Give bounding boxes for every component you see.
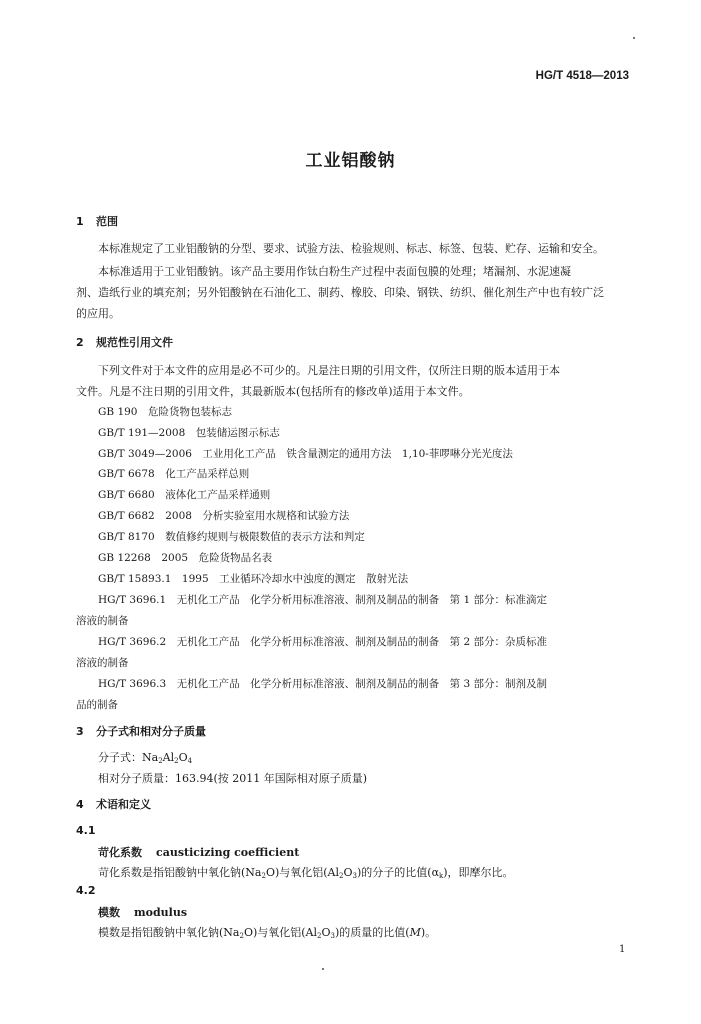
document-title: 工业铝酸钠 <box>305 151 396 171</box>
term-definition <box>98 864 514 880</box>
definition-subscript: k <box>439 872 444 880</box>
subsection-number: 4.2 <box>76 884 96 897</box>
term-entry <box>98 844 299 860</box>
definition-text: 模数是指铝酸钠中氧化钠(Na <box>98 926 240 939</box>
molecular-formula <box>98 749 192 765</box>
section-number: 2 <box>76 336 84 349</box>
section-4-heading <box>76 796 151 812</box>
definition-subscript: 2 <box>339 872 344 880</box>
section-title: 规范性引用文件 <box>96 336 173 349</box>
reference-item: HG/T 3696.1 无机化工产品 化学分析用标准溶液、制剂及制品的制备 第 1 部分：标准滴定 <box>98 594 548 606</box>
section-number: 3 <box>76 725 84 738</box>
paragraph-line: 剂、造纸行业的填充剂；另外铝酸钠在石油化工、制药、橡胶、印染、钢铁、纺织、催化剂生产中也有较广泛 <box>76 286 604 299</box>
section-1-heading <box>76 213 118 229</box>
definition-symbol: M <box>409 926 421 939</box>
reference-item: HG/T 3696.2 无机化工产品 化学分析用标准溶液、制剂及制品的制备 第 2 部分：杂质标准 <box>98 636 548 648</box>
scan-speck <box>322 968 324 970</box>
formula-element: Al <box>162 751 175 764</box>
formula-label: 分子式： <box>98 751 142 764</box>
term-chinese: 模数 <box>98 906 120 919</box>
reference-item: GB/T 15893.1 1995 工业循环冷却水中浊度的测定 散射光法 <box>98 573 409 585</box>
reference-item: GB/T 191—2008 包装储运图示标志 <box>98 427 280 439</box>
definition-text: O)与氧化铝(Al <box>243 926 318 939</box>
reference-item: GB/T 6678 化工产品采样总则 <box>98 468 250 480</box>
term-english: causticizing coefficient <box>156 846 300 859</box>
definition-text: )的分子的比值(α <box>357 866 440 879</box>
term-chinese: 苛化系数 <box>98 846 142 859</box>
definition-text: )，即摩尔比。 <box>443 866 514 879</box>
definition-text: 苛化系数是指铝酸钠中氧化钠(Na <box>98 866 262 879</box>
molecular-mass: 相对分子质量：163.94(按 2011 年国际相对原子质量) <box>98 772 368 785</box>
reference-item: HG/T 3696.3 无机化工产品 化学分析用标准溶液、制剂及制品的制备 第 3 部分：制剂及制 <box>98 678 548 690</box>
term-definition <box>98 924 436 940</box>
definition-subscript: 3 <box>352 872 357 880</box>
formula-element: Na <box>142 751 159 764</box>
scan-speck <box>633 37 635 39</box>
reference-item: GB/T 8170 数值修约规则与极限数值的表示方法和判定 <box>98 531 365 543</box>
reference-item: GB/T 3049—2006 工业用化工产品 铁含量测定的通用方法 1,10-菲啰啉分光光度法 <box>98 448 513 460</box>
paragraph-line: 的应用。 <box>76 307 120 320</box>
section-3-heading <box>76 723 206 739</box>
section-title: 术语和定义 <box>96 798 151 811</box>
reference-item-continued: 溶液的制备 <box>76 615 129 627</box>
definition-subscript: 2 <box>261 872 266 880</box>
definition-text: O <box>343 866 353 879</box>
section-title: 范围 <box>96 215 118 228</box>
formula-subscript: 2 <box>158 757 163 765</box>
definition-subscript: 2 <box>317 932 322 940</box>
section-number: 1 <box>76 215 84 228</box>
paragraph-line: 本标准规定了工业铝酸钠的分型、要求、试验方法、检验规则、标志、标签、包装、贮存、运输和安全。 <box>98 242 604 255</box>
formula-element: O <box>178 751 188 764</box>
page-number: 1 <box>619 944 626 955</box>
term-english: modulus <box>134 906 188 919</box>
definition-subscript: 2 <box>239 932 244 940</box>
reference-item: GB/T 6680 液体化工产品采样通则 <box>98 489 271 501</box>
standard-number: HG/T 4518—2013 <box>535 70 629 82</box>
definition-text: O <box>321 926 331 939</box>
definition-text: )。 <box>420 926 437 939</box>
definition-subscript: 3 <box>330 932 335 940</box>
subsection-number: 4.1 <box>76 824 96 837</box>
reference-item-continued: 溶液的制备 <box>76 657 129 669</box>
section-2-heading <box>76 334 173 350</box>
term-entry <box>98 904 187 920</box>
definition-text: O)与氧化铝(Al <box>265 866 340 879</box>
definition-text: )的质量的比值( <box>335 926 410 939</box>
paragraph-line: 文件。凡是不注日期的引用文件，其最新版本(包括所有的修改单)适用于本文件。 <box>76 385 470 398</box>
section-number: 4 <box>76 798 84 811</box>
reference-item: GB/T 6682 2008 分析实验室用水规格和试验方法 <box>98 510 350 522</box>
paragraph-line: 下列文件对于本文件的应用是必不可少的。凡是注日期的引用文件，仅所注日期的版本适用于本 <box>98 364 560 377</box>
formula-subscript: 2 <box>174 757 179 765</box>
formula-subscript: 4 <box>187 757 193 765</box>
reference-item-continued: 品的制备 <box>76 699 118 711</box>
reference-item: GB 190 危险货物包装标志 <box>98 406 232 418</box>
paragraph-line: 本标准适用于工业铝酸钠。该产品主要用作钛白粉生产过程中表面包膜的处理；堵漏剂、水泥速凝 <box>98 265 571 278</box>
section-title: 分子式和相对分子质量 <box>96 725 206 738</box>
reference-item: GB 12268 2005 危险货物品名表 <box>98 552 273 564</box>
